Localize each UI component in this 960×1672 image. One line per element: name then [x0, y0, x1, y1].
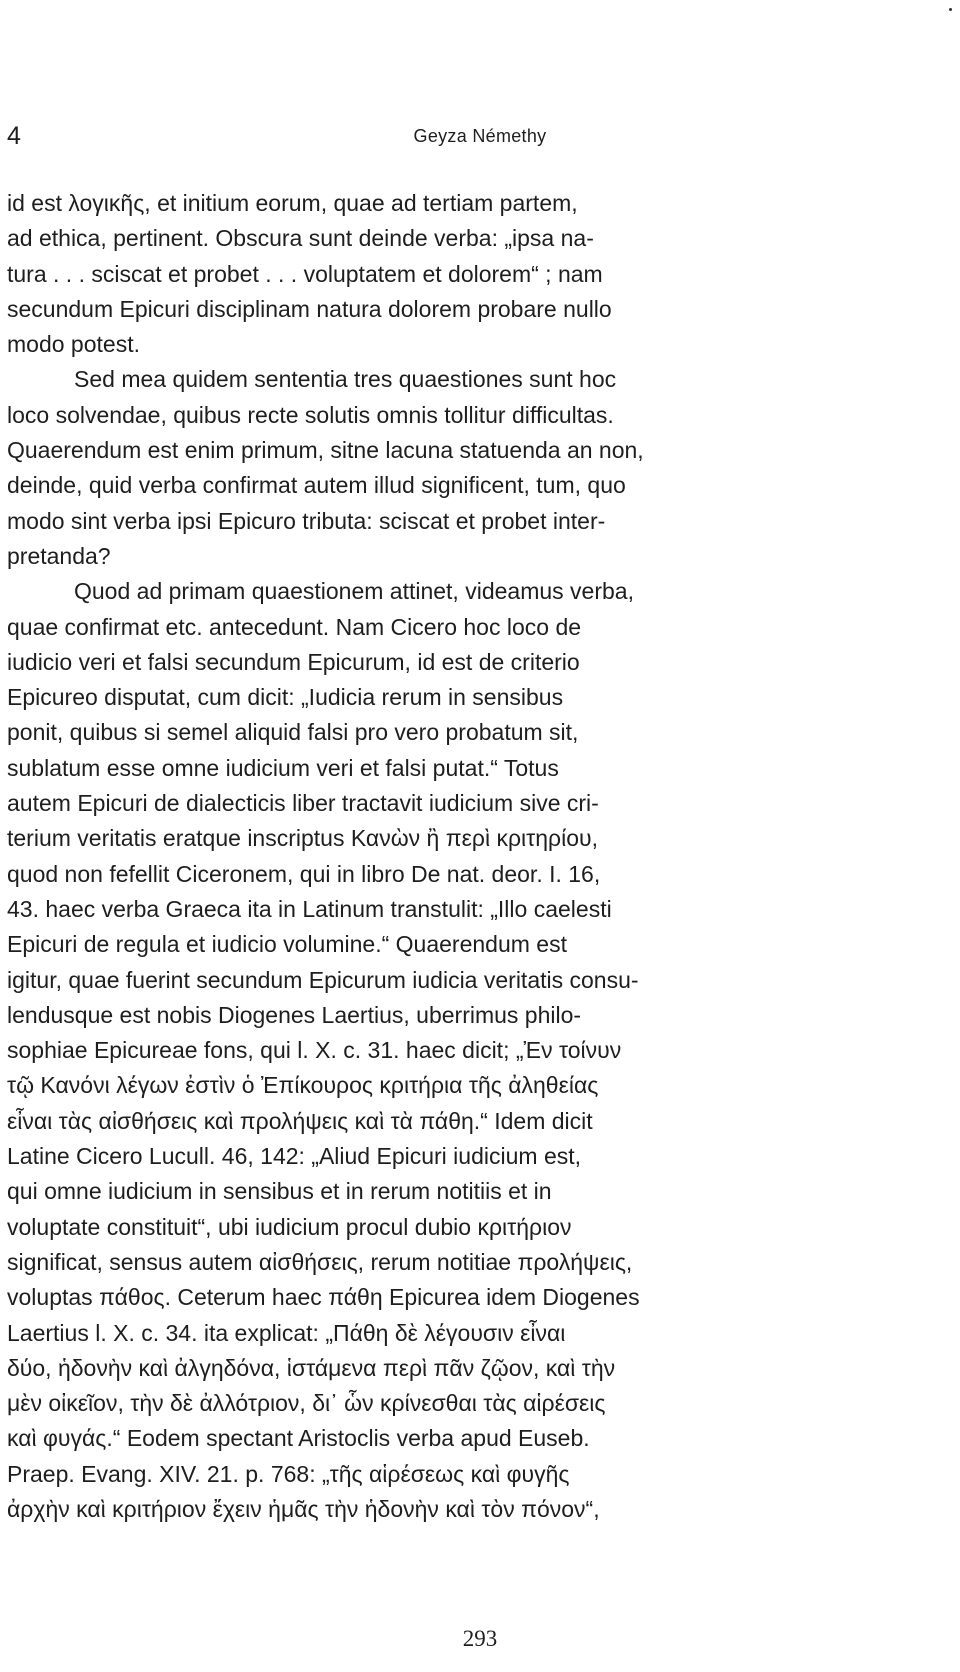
text-line: μὲν οἰκεῖον, τὴν δὲ ἀλλότριον, δι᾽ ὧν κρίνεσθαι τὰς αἱρέσεις: [7, 1390, 606, 1417]
text-line: τῷ Κανόνι λέγων ἐστὶν ὁ Ἐπίκουρος κριτήρια τῆς ἀληθείας: [7, 1072, 599, 1099]
text-line: iudicio veri et falsi secundum Epicurum, id est de criterio: [7, 648, 580, 675]
text-line: modo potest.: [7, 331, 140, 358]
text-line: quae confirmat etc. antecedunt. Nam Cicero hoc loco de: [7, 613, 582, 640]
text-line: Epicureo disputat, cum dicit: „Iudicia rerum in sensibus: [7, 684, 564, 711]
text-line: loco solvendae, quibus recte solutis omnis tollitur difficultas.: [7, 401, 614, 428]
running-title: Geyza Némethy: [413, 126, 547, 146]
footer-page-number: 293: [462, 1626, 498, 1651]
header-page-number: 4: [7, 122, 21, 150]
text-line: quod non fefellit Ciceronem, qui in libro De nat. deor. I. 16,: [7, 860, 601, 887]
scan-speck: [949, 8, 952, 11]
text-line: Quaerendum est enim primum, sitne lacuna statuenda an non,: [7, 437, 644, 464]
text-line: terium veritatis eratque inscriptus Κανὼν ἢ περὶ κριτηρίου,: [7, 825, 598, 852]
text-line: Latine Cicero Lucull. 46, 142: „Aliud Epicuri iudicium est,: [7, 1143, 582, 1170]
text-line: id est λογικῆς, et initium eorum, quae ad tertiam partem,: [7, 190, 578, 216]
text-line: deinde, quid verba confirmat autem illud significent, tum, quo: [7, 472, 626, 499]
text-line: voluptas πάθος. Ceterum haec πάθη Epicurea idem Diogenes: [7, 1284, 640, 1311]
text-line: ponit, quibus si semel aliquid falsi pro vero probatum sit,: [7, 719, 579, 746]
text-line: sublatum esse omne iudicium veri et falsi putat.“ Totus: [7, 754, 559, 781]
text-line: δύο, ἡδονὴν καὶ ἀλγηδόνα, ἱστάμενα περὶ πᾶν ζῷον, καὶ τὴν: [7, 1354, 616, 1381]
text-line: Praep. Evang. XIV. 21. p. 768: „τῆς αἱρέσεως καὶ φυγῆς: [7, 1460, 570, 1487]
text-line: lendusque est nobis Diogenes Laertius, uberrimus philo-: [7, 1001, 582, 1028]
text-line: sophiae Epicureae fons, qui l. X. c. 31. haec dicit; „Ἐν τοίνυν: [7, 1037, 622, 1064]
text-line: Laertius l. X. c. 34. ita explicat: „Πάθη δὲ λέγουσιν εἶναι: [7, 1319, 566, 1346]
text-line: autem Epicuri de dialecticis liber tractavit iudicium sive cri-: [7, 790, 599, 817]
text-line: Epicuri de regula et iudicio volumine.“ Quaerendum est: [7, 931, 567, 958]
text-line: tura . . . sciscat et probet . . . voluptatem et dolorem“ ; nam: [7, 260, 603, 287]
text-line: igitur, quae fuerint secundum Epicurum iudicia veritatis consu-: [7, 966, 639, 993]
text-line: significat, sensus autem αἰσθήσεις, rerum notitiae προλήψεις,: [7, 1248, 633, 1275]
text-line: Quod ad primam quaestionem attinet, videamus verba,: [74, 578, 634, 605]
body-text: [7, 186, 830, 1527]
text-line: secundum Epicuri disciplinam natura dolorem probare nullo: [7, 295, 612, 322]
text-line: qui omne iudicium in sensibus et in rerum notitiis et in: [7, 1178, 552, 1205]
text-line: voluptate constituit“, ubi iudicium procul dubio κριτήριον: [7, 1213, 572, 1240]
text-line: pretanda?: [7, 542, 111, 569]
text-line: Sed mea quidem sententia tres quaestiones sunt hoc: [74, 366, 617, 393]
text-line: ad ethica, pertinent. Obscura sunt deinde verba: „ipsa na-: [7, 225, 594, 252]
page-header: [0, 122, 960, 152]
text-line: εἶναι τὰς αἰσθήσεις καὶ προλήψεις καὶ τὰ πάθη.“ Idem dicit: [7, 1107, 593, 1134]
text-line: 43. haec verba Graeca ita in Latinum transtulit: „Illo caelesti: [7, 895, 612, 922]
text-line: modo sint verba ipsi Epicuro tributa: sciscat et probet inter-: [7, 507, 606, 534]
text-line: ἀρχὴν καὶ κριτήριον ἔχειν ἡμᾶς τὴν ἡδονὴν καὶ τὸν πόνον“,: [7, 1495, 600, 1522]
text-line: καὶ φυγάς.“ Eodem spectant Aristoclis verba apud Euseb.: [7, 1425, 590, 1452]
